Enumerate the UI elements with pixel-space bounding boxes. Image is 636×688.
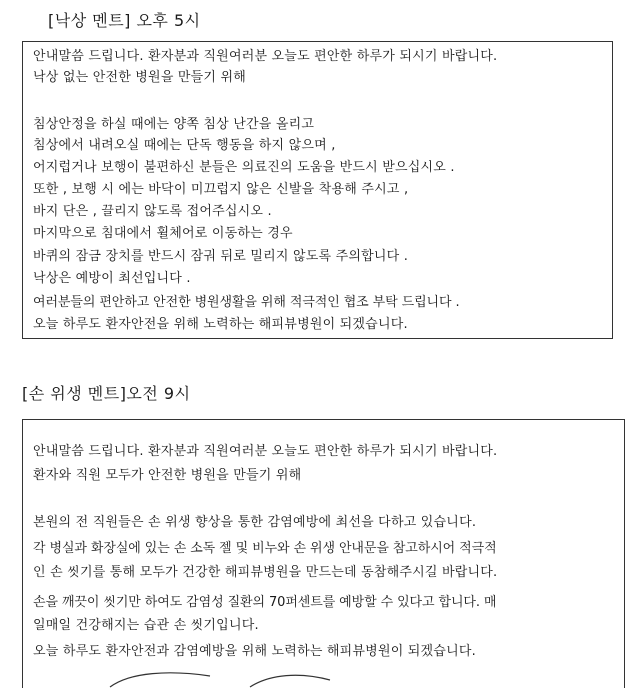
handwritten-scribble-mark — [100, 668, 360, 688]
hygiene-line-1: 안내말씀 드립니다. 환자분과 직원여러분 오늘도 편안한 하루가 되시기 바랍니다. — [33, 444, 498, 459]
hygiene-line-8: 오늘 하루도 환자안전과 감염예방을 위해 노력하는 해피뷰병원이 되겠습니다. — [33, 644, 476, 659]
fall-line-8: 마지막으로 침대에서 휠체어로 이동하는 경우 — [33, 226, 293, 241]
hygiene-line-3: 본원의 전 직원들은 손 위생 향상을 통한 감염예방에 최선을 다하고 있습니다. — [33, 515, 477, 530]
fall-line-3: 침상안정을 하실 때에는 양쪽 침상 난간을 올리고 — [33, 117, 315, 132]
fall-announcement-box — [22, 41, 613, 339]
fall-line-4: 침상에서 내려오실 때에는 단독 행동을 하지 않으며 , — [33, 138, 336, 153]
fall-line-7: 바지 단은 , 끌리지 않도록 접어주십시오 . — [33, 204, 272, 219]
hand-hygiene-heading: [손 위생 멘트]오전 9시 — [22, 384, 191, 403]
fall-line-11: 여러분들의 편안하고 안전한 병원생활을 위해 적극적인 협조 부탁 드립니다 . — [33, 295, 460, 310]
hygiene-line-7: 일매일 건강해지는 습관 손 씻기입니다. — [33, 618, 259, 633]
fall-announcement-heading: [낙상 멘트] 오후 5시 — [48, 11, 201, 30]
hygiene-line-5: 인 손 씻기를 통해 모두가 건강한 해피뷰병원을 만드는데 동참해주시길 바랍니다. — [33, 565, 498, 580]
fall-line-1: 안내말씀 드립니다. 환자분과 직원여러분 오늘도 편안한 하루가 되시기 바랍니다. — [33, 49, 498, 64]
fall-line-6: 또한 , 보행 시 에는 바닥이 미끄럽지 않은 신발을 착용해 주시고 , — [33, 182, 409, 197]
fall-line-12: 오늘 하루도 환자안전을 위해 노력하는 해피뷰병원이 되겠습니다. — [33, 317, 408, 332]
fall-line-2: 낙상 없는 안전한 병원을 만들기 위해 — [33, 70, 247, 85]
hygiene-line-4: 각 병실과 화장실에 있는 손 소독 젤 및 비누와 손 위생 안내문을 참고하시어 적극적 — [33, 541, 497, 556]
fall-line-10: 낙상은 예방이 최선입니다 . — [33, 271, 191, 286]
fall-line-9: 바퀴의 잠금 장치를 반드시 잠궈 뒤로 밀리지 않도록 주의합니다 . — [33, 249, 409, 264]
fall-line-5: 어지럽거나 보행이 불편하신 분들은 의료진의 도움을 반드시 받으십시오 . — [33, 160, 455, 175]
hygiene-line-6: 손을 깨끗이 씻기만 하여도 감염성 질환의 70퍼센트를 예방할 수 있다고 합니다. 매 — [33, 595, 497, 610]
hand-hygiene-box — [22, 419, 625, 688]
hygiene-line-2: 환자와 직원 모두가 안전한 병원을 만들기 위해 — [33, 468, 302, 483]
